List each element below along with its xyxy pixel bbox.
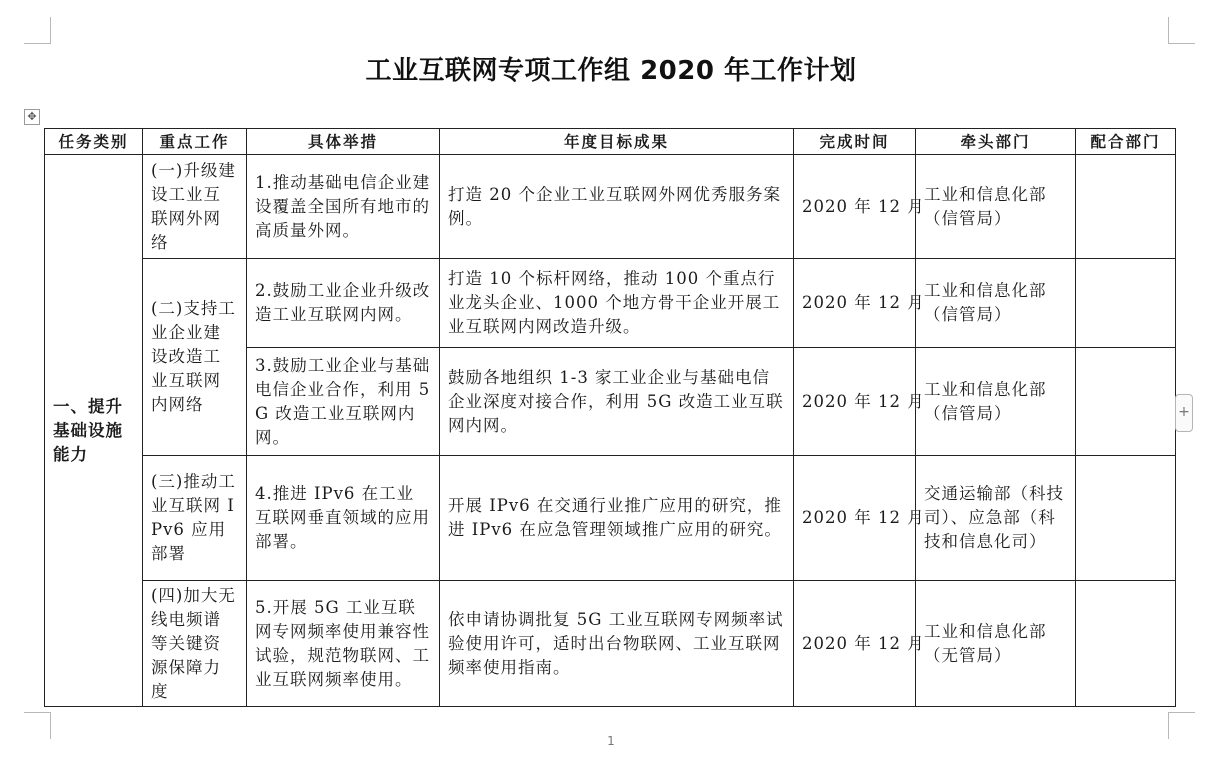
task-category-cell: 一、提升基础设施能力	[45, 155, 143, 707]
completion-time-cell: 2020 年 12 月	[794, 259, 916, 348]
header-support-dept: 配合部门	[1076, 129, 1176, 155]
page-corner-mark	[1168, 17, 1195, 44]
header-measure: 具体举措	[247, 129, 440, 155]
key-work-cell: (三)推动工业互联网 IPv6 应用部署	[143, 456, 247, 581]
lead-dept-cell: 工业和信息化部（无管局）	[916, 581, 1076, 707]
document-title: 工业互联网专项工作组 2020 年工作计划	[365, 56, 857, 86]
completion-time-cell: 2020 年 12 月	[794, 456, 916, 581]
lead-dept-cell: 交通运输部（科技司）、应急部（科技和信息化司）	[916, 456, 1076, 581]
table-row	[45, 456, 1176, 581]
measure-cell: 4.推进 IPv6 在工业互联网垂直领域的应用部署。	[247, 456, 440, 581]
support-dept-cell	[1076, 456, 1176, 581]
lead-dept-cell: 工业和信息化部（信管局）	[916, 348, 1076, 456]
measure-cell: 5.开展 5G 工业互联网专网频率使用兼容性试验，规范物联网、工业互联网频率使用。	[247, 581, 440, 707]
header-lead-dept: 牵头部门	[916, 129, 1076, 155]
lead-dept-cell: 工业和信息化部（信管局）	[916, 155, 1076, 259]
table-row	[45, 155, 1176, 259]
completion-time-cell: 2020 年 12 月	[794, 348, 916, 456]
page-number: 1	[607, 734, 615, 748]
table-header-row	[45, 129, 1176, 155]
measure-cell: 1.推动基础电信企业建设覆盖全国所有地市的高质量外网。	[247, 155, 440, 259]
support-dept-cell	[1076, 581, 1176, 707]
completion-time-cell: 2020 年 12 月	[794, 581, 916, 707]
header-goal: 年度目标成果	[440, 129, 794, 155]
measure-cell: 3.鼓励工业企业与基础电信企业合作，利用 5G 改造工业互联网内网。	[247, 348, 440, 456]
header-time: 完成时间	[794, 129, 916, 155]
table-row	[45, 581, 1176, 707]
lead-dept-cell: 工业和信息化部（信管局）	[916, 259, 1076, 348]
goal-cell: 打造 20 个企业工业互联网外网优秀服务案例。	[440, 155, 794, 259]
support-dept-cell	[1076, 259, 1176, 348]
add-column-button[interactable]: +	[1175, 394, 1193, 432]
goal-cell: 打造 10 个标杆网络，推动 100 个重点行业龙头企业、1000 个地方骨干企业开展工业互联网内网改造升级。	[440, 259, 794, 348]
completion-time-cell: 2020 年 12 月	[794, 155, 916, 259]
key-work-cell: (一)升级建设工业互联网外网络	[143, 155, 247, 259]
header-key-work: 重点工作	[143, 129, 247, 155]
page-corner-mark	[24, 17, 51, 44]
measure-cell: 2.鼓励工业企业升级改造工业互联网内网。	[247, 259, 440, 348]
support-dept-cell	[1076, 155, 1176, 259]
header-category: 任务类别	[45, 129, 143, 155]
key-work-cell: (四)加大无线电频谱等关键资源保障力度	[143, 581, 247, 707]
table-move-handle-icon[interactable]: ✥	[24, 109, 40, 125]
goal-cell: 依申请协调批复 5G 工业互联网专网频率试验使用许可，适时出台物联网、工业互联网频率使用指南。	[440, 581, 794, 707]
goal-cell: 鼓励各地组织 1-3 家工业企业与基础电信企业深度对接合作，利用 5G 改造工业互联网内网。	[440, 348, 794, 456]
support-dept-cell	[1076, 348, 1176, 456]
table-row	[45, 259, 1176, 348]
key-work-cell: (二)支持工业企业建设改造工业互联网内网络	[143, 259, 247, 456]
work-plan-table	[44, 128, 1176, 707]
goal-cell: 开展 IPv6 在交通行业推广应用的研究，推进 IPv6 在应急管理领域推广应用的研究。	[440, 456, 794, 581]
